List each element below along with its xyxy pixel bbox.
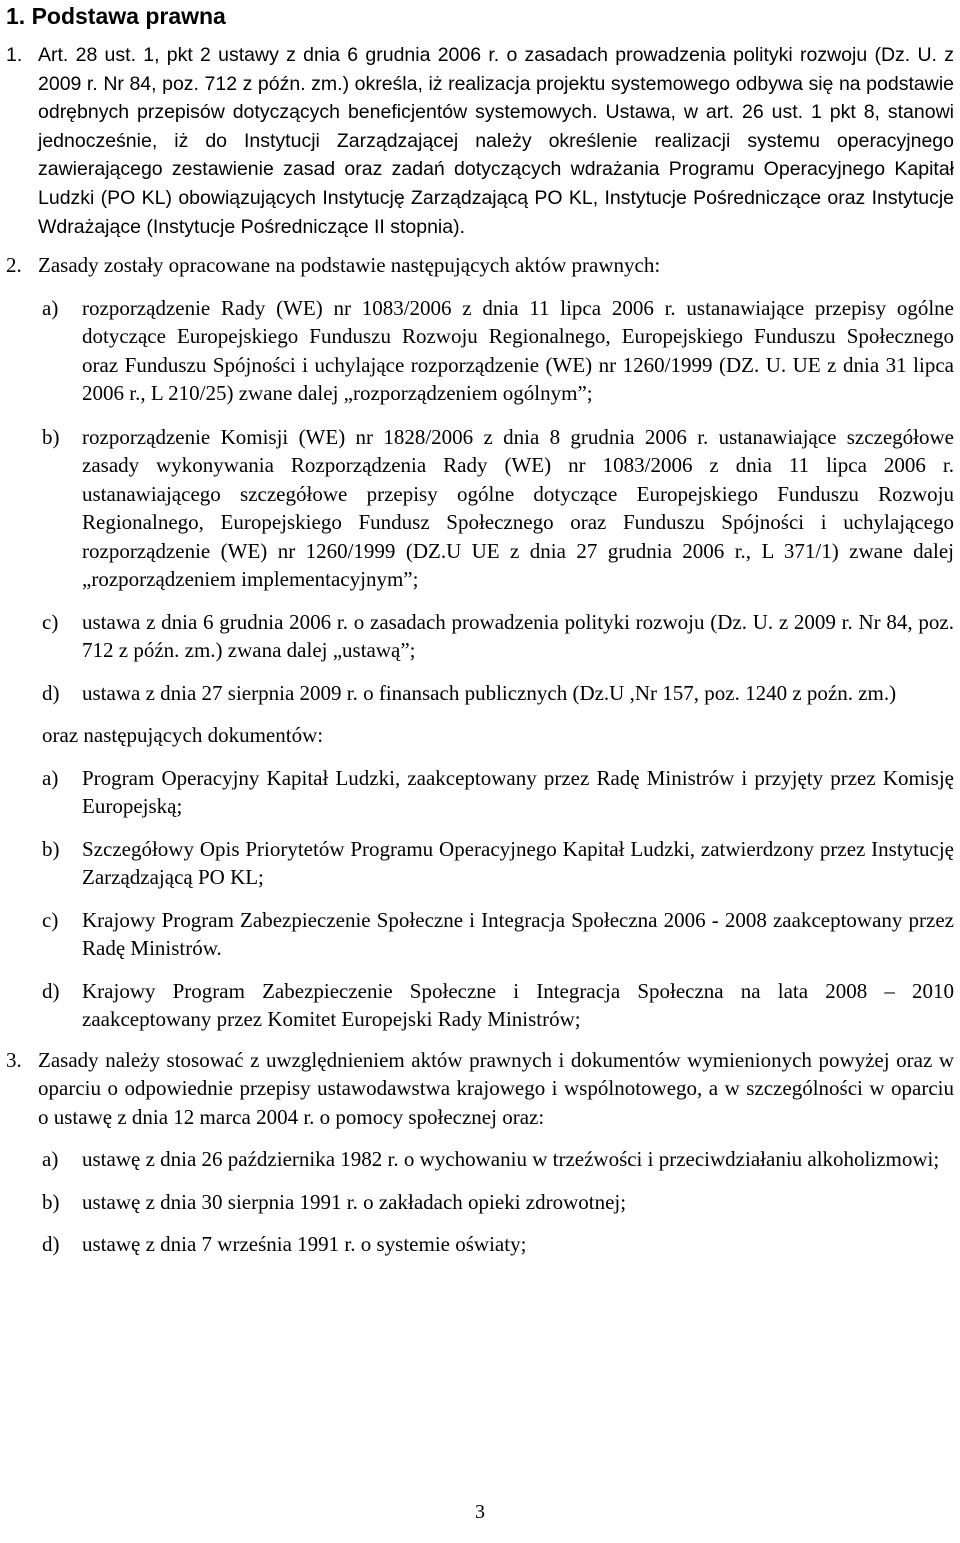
- legal-acts-list: [6, 294, 954, 708]
- list-label: b): [42, 424, 60, 449]
- list-item: [6, 1188, 954, 1217]
- paragraph-2: [6, 251, 954, 280]
- list-text: rozporządzenie Rady (WE) nr 1083/2006 z dnia 11 lipca 2006 r. ustanawiające przepisy ogólne dotyczące Europejskiego Funduszu Rozwoju Regionalnego, Europejskiego Funduszu Społecznego oraz Funduszu Spójności i uchylające rozporządzenie (WE) nr 1260/1999 (DZ. U. UE z dnia 31 lipca 2006 r., L 210/25) zwane dalej „rozporządzeniem ogólnym”;: [82, 295, 954, 406]
- paragraph-number: 2.: [6, 253, 22, 278]
- list-label: b): [42, 836, 60, 861]
- list-item: [6, 977, 954, 1034]
- list-item: [6, 679, 954, 708]
- list-text: Krajowy Program Zabezpieczenie Społeczne i Integracja Społeczna 2006 - 2008 zaakceptowany przez Radę Ministrów.: [82, 907, 954, 961]
- list-item: [6, 294, 954, 408]
- paragraph-text: Art. 28 ust. 1, pkt 2 ustawy z dnia 6 grudnia 2006 r. o zasadach prowadzenia polityki rozwoju (Dz. U. z 2009 r. Nr 84, poz. 712 z późn. zm.) określa, iż realizacja projektu systemowego odbywa się na podstawie odrębnych przepisów dotyczących beneficjentów systemowych. Ustawa, w art. 26 ust. 1 pkt 8, stanowi jednocześnie, iż do Instytucji Zarządzającej należy określenie realizacji systemu operacyjnego zawierającego zestawienie zasad oraz zadań dotyczących wdrażania Programu Operacyjnego Kapitał Ludzki (PO KL) obowiązujących Instytucję Zarządzającą PO KL, Instytucje Pośredniczące oraz Instytucje Wdrażające (Instytucje Pośredniczące II stopnia).: [38, 44, 954, 238]
- list-label: d): [42, 978, 60, 1003]
- list-label: c): [42, 907, 59, 932]
- list-label: a): [42, 765, 59, 790]
- list-text: Szczegółowy Opis Priorytetów Programu Operacyjnego Kapitał Ludzki, zatwierdzony przez Instytucję Zarządzającą PO KL;: [82, 836, 954, 890]
- page-number: 3: [475, 1501, 485, 1523]
- list-label: a): [42, 1147, 59, 1172]
- list-item: [6, 906, 954, 963]
- list-text: rozporządzenie Komisji (WE) nr 1828/2006 z dnia 8 grudnia 2006 r. ustanawiające szczegółowe zasady wykonywania Rozporządzenia Rady (WE) nr 1083/2006 z dnia 11 lipca 2006 r. ustanawiającego szczegółowe przepisy ogólne dotyczące Europejskiego Funduszu Rozwoju Regionalnego, Europejskiego Fundusz Społecznego oraz Funduszu Spójności i uchylającego rozporządzenie (WE) nr 1260/1999 (DZ.U UE z dnia 27 grudnia 2006 r., L 371/1) zwane dalej „rozporządzeniem implementacyjnym”;: [82, 424, 954, 592]
- paragraph-3: [6, 1046, 954, 1132]
- paragraph-text: Zasady zostały opracowane na podstawie następujących aktów prawnych:: [38, 253, 661, 278]
- statutes-list: [6, 1145, 954, 1259]
- list-text: ustawa z dnia 27 sierpnia 2009 r. o finansach publicznych (Dz.U ,Nr 157, poz. 1240 z poźn. zm.): [82, 680, 897, 705]
- list-text: Program Operacyjny Kapitał Ludzki, zaakceptowany przez Radę Ministrów i przyjęty przez Komisję Europejską;: [82, 765, 954, 819]
- list-item: [6, 835, 954, 892]
- paragraph-text: Zasady należy stosować z uwzględnieniem aktów prawnych i dokumentów wymienionych powyżej oraz w oparciu o odpowiednie przepisy ustawodawstwa krajowego i wspólnotowego, a w szczególności w oparciu o ustawę z dnia 12 marca 2004 r. o pomocy społecznej oraz:: [38, 1047, 954, 1129]
- paragraph-1: [6, 41, 954, 241]
- list-label: c): [42, 609, 59, 634]
- list-item: [6, 423, 954, 594]
- list-text: ustawę z dnia 7 września 1991 r. o systemie oświaty;: [82, 1232, 527, 1257]
- section-heading: 1. Podstawa prawna: [6, 3, 226, 29]
- list-text: ustawę z dnia 26 października 1982 r. o wychowaniu w trzeźwości i przeciwdziałaniu alkoholizmowi;: [82, 1147, 940, 1172]
- list-text: Krajowy Program Zabezpieczenie Społeczne i Integracja Społeczna na lata 2008 – 2010 zaakceptowany przez Komitet Europejski Rady Ministrów;: [82, 978, 954, 1032]
- list-text: ustawę z dnia 30 sierpnia 1991 r. o zakładach opieki zdrowotnej;: [82, 1189, 627, 1214]
- list-item: [6, 1145, 954, 1174]
- paragraph-number: 3.: [6, 1047, 22, 1072]
- list-label: b): [42, 1189, 60, 1214]
- list-label: d): [42, 1232, 60, 1257]
- paragraph-number: 1.: [6, 44, 23, 66]
- list-label: d): [42, 680, 60, 705]
- list-item: [6, 608, 954, 665]
- documents-list: [6, 764, 954, 1034]
- list-item: [6, 764, 954, 821]
- list-label: a): [42, 295, 59, 320]
- list-text: ustawa z dnia 6 grudnia 2006 r. o zasadach prowadzenia polityki rozwoju (Dz. U. z 2009 r. Nr 84, poz. 712 z późn. zm.) zwana dalej „ustawą”;: [82, 609, 954, 663]
- list-item: [6, 1230, 954, 1259]
- documents-intro: oraz następujących dokumentów:: [42, 723, 324, 748]
